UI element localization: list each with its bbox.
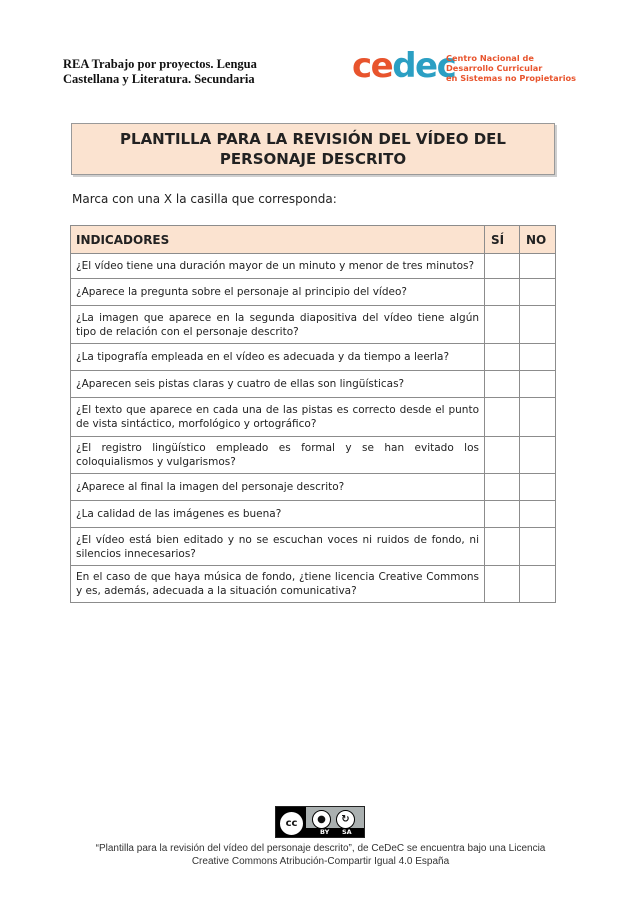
indicators-header: INDICADORES [71,226,485,254]
indicator-text: ¿Aparecen seis pistas claras y cuatro de ellas son lingüísticas? [71,371,485,398]
yes-checkbox-cell[interactable] [485,254,520,279]
indicator-text: ¿Aparece al final la imagen del personaje descrito? [71,474,485,501]
table-row [71,344,556,371]
badge-strip: BY SA [306,828,364,837]
table-row [71,437,556,474]
indicator-text: En el caso de que haya música de fondo, ¿tiene licencia Creative Commons y es, además, adecuada a la situación comunicativa? [71,566,485,603]
cedec-wordmark: cedec [352,46,456,86]
table-row [71,306,556,344]
no-checkbox-cell[interactable] [520,501,556,528]
table-row [71,371,556,398]
cedec-logo-text: Centro Nacional de Desarrollo Curricular en Sistemas no Propietarios [446,53,577,83]
no-checkbox-cell[interactable] [520,306,556,344]
cc-icon: cc [278,810,305,837]
indicator-text: ¿El texto que aparece en cada una de las pistas es correcto desde el punto de vista sintáctico, morfológico y ortográfico? [71,398,485,437]
indicator-text: ¿Aparece la pregunta sobre el personaje al principio del vídeo? [71,279,485,306]
yes-checkbox-cell[interactable] [485,528,520,566]
no-checkbox-cell[interactable] [520,344,556,371]
table-header-row [71,226,556,254]
license-text: “Plantilla para la revisión del vídeo del personaje descrito”, de CeDeC se encuentra bajo una Licencia Creative Commons Atribución-Compartir Igual 4.0 España [95,843,546,867]
cc-by-sa-badge [275,806,365,838]
table-row [71,279,556,306]
yes-checkbox-cell[interactable] [485,437,520,474]
no-checkbox-cell[interactable] [520,437,556,474]
no-checkbox-cell[interactable] [520,254,556,279]
header-line-1: REA Trabajo por proyectos. Lengua [63,57,257,71]
no-checkbox-cell[interactable] [520,279,556,306]
no-checkbox-cell[interactable] [520,371,556,398]
table-row [71,254,556,279]
indicator-text: ¿La imagen que aparece en la segunda diapositiva del vídeo tiene algún tipo de relación con el personaje descrito? [71,306,485,344]
no-checkbox-cell[interactable] [520,398,556,437]
indicator-text: ¿La calidad de las imágenes es buena? [71,501,485,528]
instruction-text: Marca con una X la casilla que corresponda: [72,192,337,206]
table-row [71,474,556,501]
share-alike-icon: ↻ [336,810,355,829]
yes-checkbox-cell[interactable] [485,306,520,344]
indicator-text: ¿La tipografía empleada en el vídeo es adecuada y da tiempo a leerla? [71,344,485,371]
no-header: NO [520,226,556,254]
yes-checkbox-cell[interactable] [485,501,520,528]
table-row [71,566,556,603]
yes-checkbox-cell[interactable] [485,279,520,306]
yes-checkbox-cell[interactable] [485,474,520,501]
yes-checkbox-cell[interactable] [485,344,520,371]
page-title: PLANTILLA PARA LA REVISIÓN DEL VÍDEO DEL PERSONAJE DESCRITO [71,123,555,175]
no-checkbox-cell[interactable] [520,528,556,566]
yes-checkbox-cell[interactable] [485,371,520,398]
document-header [63,57,293,87]
no-checkbox-cell[interactable] [520,474,556,501]
indicator-text: ¿El registro lingüístico empleado es formal y se han evitado los coloquialismos y vulgarismos? [71,437,485,474]
indicators-table [70,225,556,603]
yes-header: SÍ [485,226,520,254]
table-row [71,398,556,437]
no-checkbox-cell[interactable] [520,566,556,603]
cedec-logo [352,46,577,86]
yes-checkbox-cell[interactable] [485,566,520,603]
yes-checkbox-cell[interactable] [485,398,520,437]
attribution-icon: ● [312,810,331,829]
table-row [71,501,556,528]
table-row [71,528,556,566]
header-line-2: Castellana y Literatura. Secundaria [63,72,255,86]
indicator-text: ¿El vídeo tiene una duración mayor de un minuto y menor de tres minutos? [71,254,485,279]
indicator-text: ¿El vídeo está bien editado y no se escuchan voces ni ruidos de fondo, ni silencios innecesarios? [71,528,485,566]
